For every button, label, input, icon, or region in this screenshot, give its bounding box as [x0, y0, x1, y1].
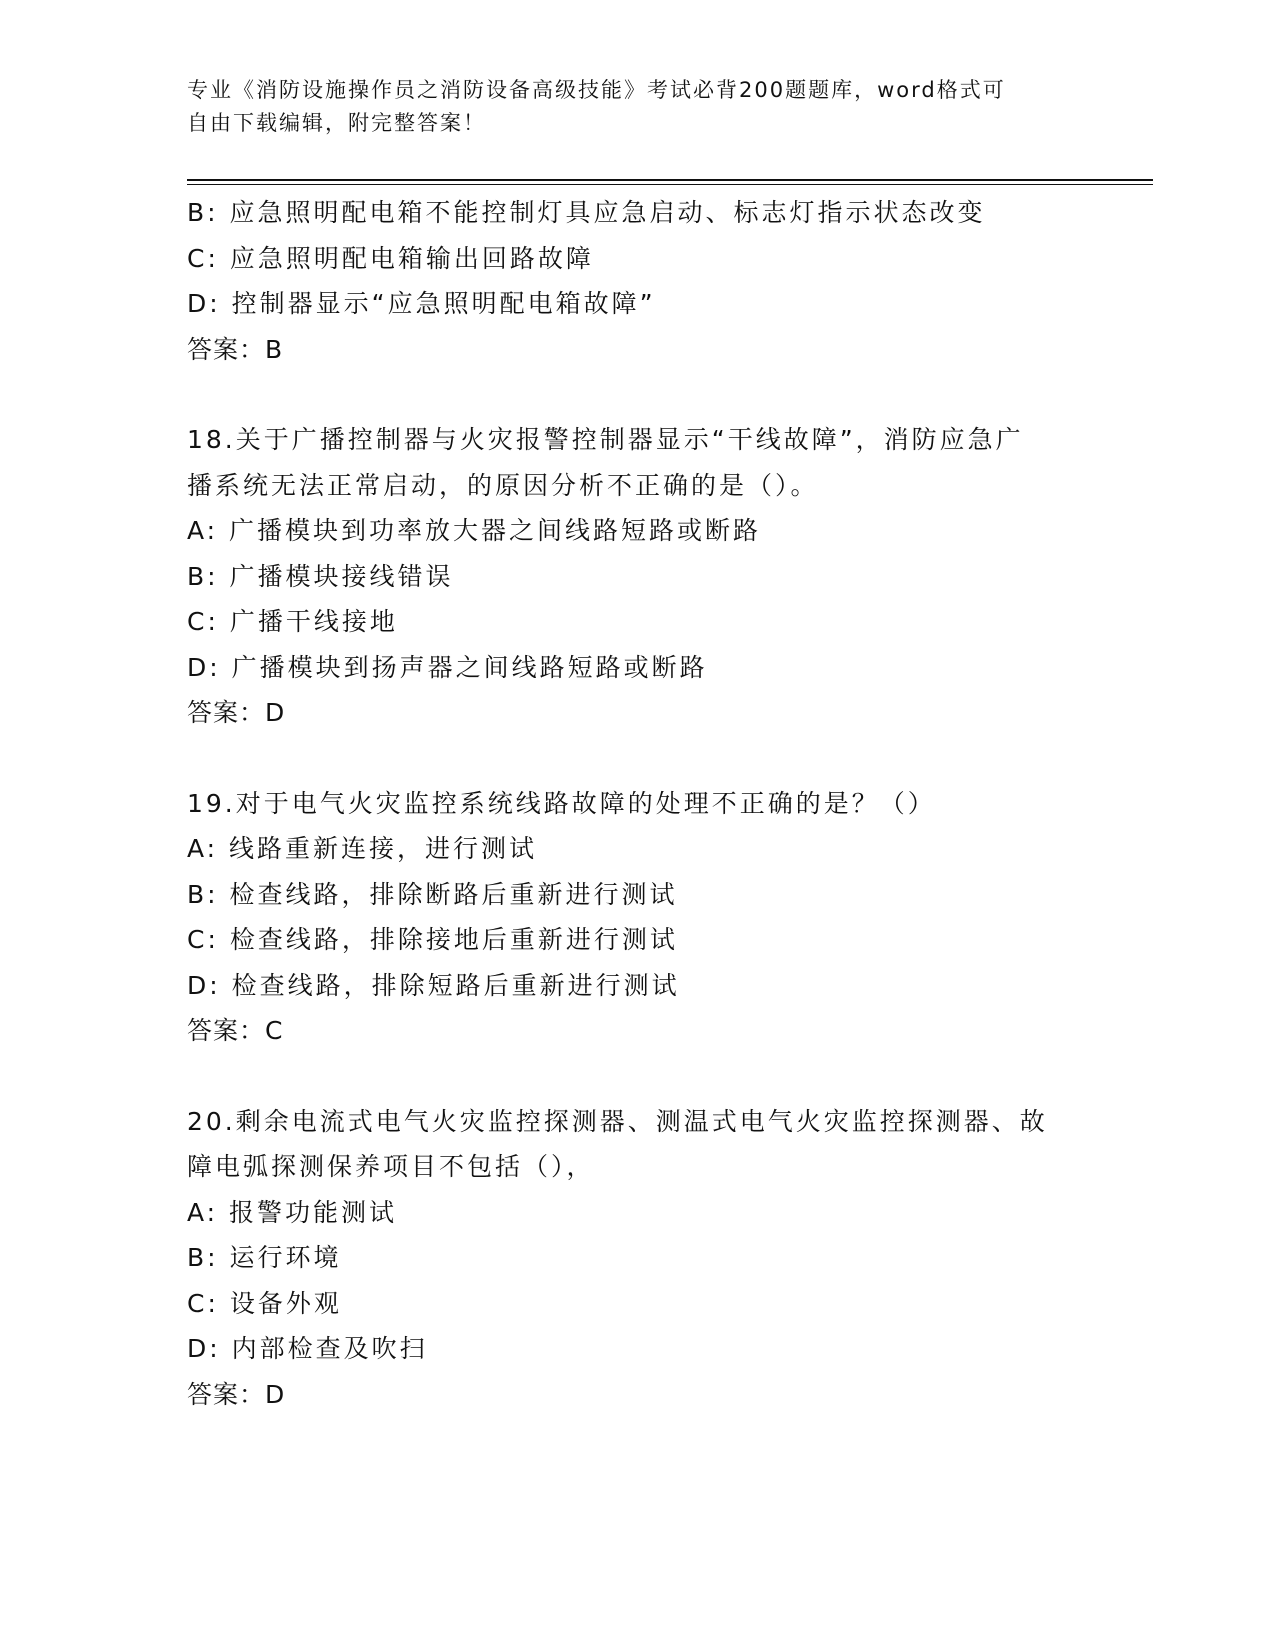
q19-answer: 答案：C	[187, 1016, 284, 1045]
q20-answer: 答案：D	[187, 1379, 286, 1409]
question-17-tail	[187, 190, 1087, 372]
question-19	[187, 781, 1087, 1054]
q19-option-a: A: 线路重新连接，进行测试	[187, 834, 538, 863]
question-list	[187, 190, 1087, 1417]
q20-stem-line-1: 20.剩余电流式电气火灾监控探测器、测温式电气火灾监控探测器、故	[187, 1106, 1048, 1136]
question-20	[187, 1099, 1087, 1418]
q20-option-d: D: 内部检查及吹扫	[187, 1334, 428, 1363]
q17-option-d: D: 控制器显示“应急照明配电箱故障”	[187, 289, 656, 318]
q17-option-c: C: 应急照明配电箱输出回路故障	[187, 243, 594, 273]
q20-stem-line-2: 障电弧探测保养项目不包括（），	[187, 1152, 595, 1181]
question-18	[187, 417, 1087, 736]
q17-answer: 答案：B	[187, 334, 284, 364]
q18-stem-line-1: 18.关于广播控制器与火灾报警控制器显示“干线故障”，消防应急广	[187, 425, 1024, 454]
spacer	[187, 1054, 1087, 1099]
q18-stem-line-2: 播系统无法正常启动，的原因分析不正确的是（）。	[187, 470, 819, 500]
q17-option-b: B: 应急照明配电箱不能控制灯具应急启动、标志灯指示状态改变	[187, 198, 986, 227]
q19-stem-line-1: 19.对于电气火灾监控系统线路故障的处理不正确的是？（）	[187, 788, 936, 818]
spacer	[187, 372, 1087, 417]
q18-option-d: D: 广播模块到扬声器之间线路短路或断路	[187, 652, 708, 682]
header-line-2: 自由下载编辑，附完整答案！	[187, 111, 486, 135]
header-line-1: 专业《消防设施操作员之消防设备高级技能》考试必背200题题库，word格式可	[187, 78, 1006, 102]
header-divider	[187, 179, 1153, 185]
q20-option-a: A: 报警功能测试	[187, 1197, 398, 1227]
q20-option-c: C: 设备外观	[187, 1288, 342, 1318]
document-header	[187, 74, 1087, 140]
q19-option-d: D: 检查线路，排除短路后重新进行测试	[187, 970, 680, 1000]
q18-option-a: A: 广播模块到功率放大器之间线路短路或断路	[187, 516, 762, 545]
q20-option-b: B: 运行环境	[187, 1243, 342, 1272]
spacer	[187, 736, 1087, 781]
q18-answer: 答案：D	[187, 698, 286, 727]
q18-option-b: B: 广播模块接线错误	[187, 561, 454, 591]
q19-option-c: C: 检查线路，排除接地后重新进行测试	[187, 925, 678, 954]
q18-option-c: C: 广播干线接地	[187, 607, 398, 636]
q19-option-b: B: 检查线路，排除断路后重新进行测试	[187, 879, 678, 909]
